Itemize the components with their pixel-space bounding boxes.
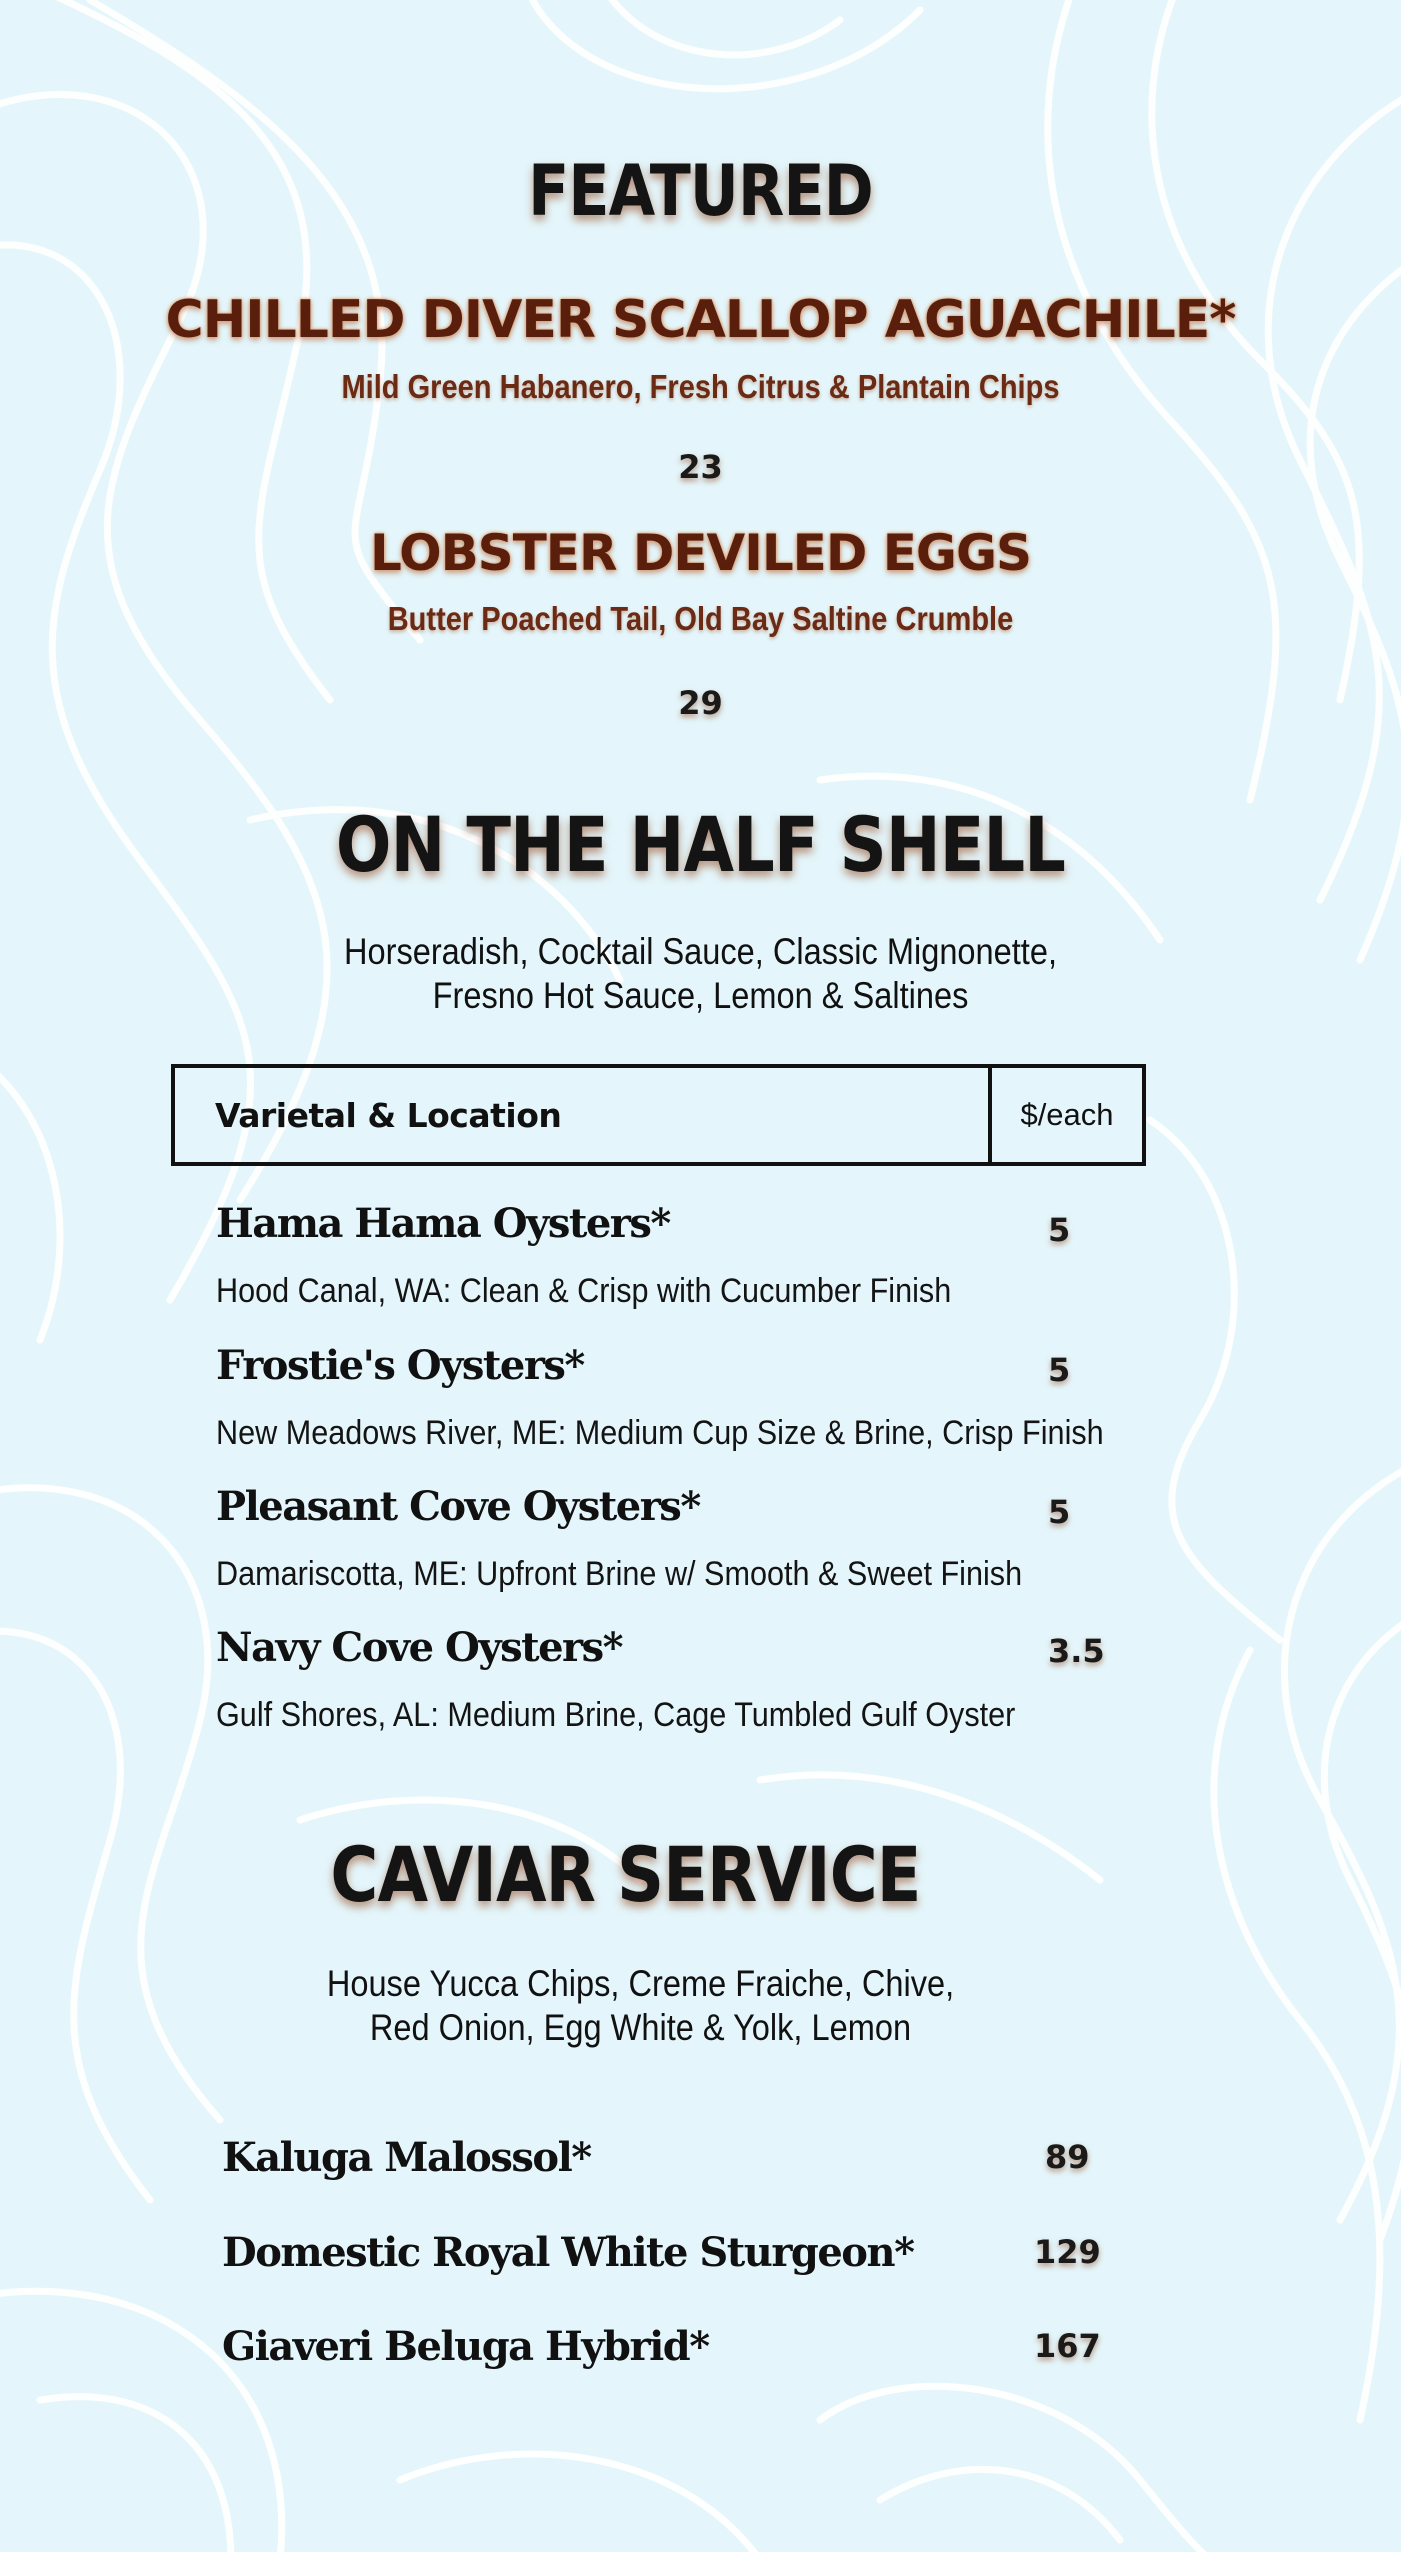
oyster-price: 5 bbox=[1048, 1351, 1071, 1389]
accompaniments-line: Red Onion, Egg White & Yolk, Lemon bbox=[369, 2007, 912, 2049]
caviar-price: 167 bbox=[1034, 2327, 1101, 2365]
featured-item-name: CHILLED DIVER SCALLOP AGUACHILE* bbox=[165, 290, 1236, 350]
oyster-description: Gulf Shores, AL: Medium Brine, Cage Tumbled Gulf Oyster bbox=[216, 1696, 1016, 1734]
featured-item-price: 29 bbox=[678, 684, 723, 722]
oyster-price: 5 bbox=[1048, 1211, 1071, 1249]
accompaniments-line: House Yucca Chips, Creme Fraiche, Chive, bbox=[326, 1963, 955, 2004]
caviar-name: Domestic Royal White Sturgeon* bbox=[222, 2229, 914, 2276]
oyster-name: Pleasant Cove Oysters* bbox=[216, 1483, 700, 1530]
caviar-price: 129 bbox=[1034, 2233, 1101, 2271]
half-shell-section-title: ON THE HALF SHELL bbox=[335, 800, 1066, 889]
oyster-name: Navy Cove Oysters* bbox=[216, 1624, 623, 1671]
featured-section-title: FEATURED bbox=[528, 150, 873, 232]
oyster-description: Hood Canal, WA: Clean & Crisp with Cucumber Finish bbox=[216, 1272, 952, 1310]
featured-item-name: LOBSTER DEVILED EGGS bbox=[369, 524, 1031, 582]
caviar-name: Giaveri Beluga Hybrid* bbox=[222, 2323, 709, 2370]
oyster-description: New Meadows River, ME: Medium Cup Size & Brine, Crisp Finish bbox=[216, 1414, 1104, 1452]
oyster-price: 3.5 bbox=[1048, 1632, 1105, 1670]
oyster-price: 5 bbox=[1048, 1493, 1071, 1531]
caviar-accompaniments bbox=[24, 1962, 1257, 2051]
featured-item-price: 23 bbox=[678, 448, 723, 486]
caviar-section-title: CAVIAR SERVICE bbox=[330, 1830, 921, 1919]
half-shell-accompaniments bbox=[84, 930, 1317, 1019]
oyster-description: Damariscotta, ME: Upfront Brine w/ Smooth & Sweet Finish bbox=[216, 1555, 1023, 1593]
featured-item-description: Mild Green Habanero, Fresh Citrus & Plantain Chips bbox=[341, 368, 1060, 405]
accompaniments-line: Fresno Hot Sauce, Lemon & Saltines bbox=[432, 975, 969, 1017]
oyster-name: Hama Hama Oysters* bbox=[216, 1200, 670, 1247]
caviar-name: Kaluga Malossol* bbox=[222, 2134, 591, 2181]
featured-item-description: Butter Poached Tail, Old Bay Saltine Crumble bbox=[387, 600, 1014, 637]
accompaniments-line: Horseradish, Cocktail Sauce, Classic Mignonette, bbox=[343, 931, 1058, 972]
price-each-header: $/each bbox=[1020, 1097, 1114, 1132]
oyster-name: Frostie's Oysters* bbox=[216, 1342, 584, 1389]
oyster-table-header bbox=[171, 1064, 1146, 1166]
caviar-price: 89 bbox=[1045, 2138, 1090, 2176]
varietal-location-header: Varietal & Location bbox=[175, 1068, 992, 1162]
